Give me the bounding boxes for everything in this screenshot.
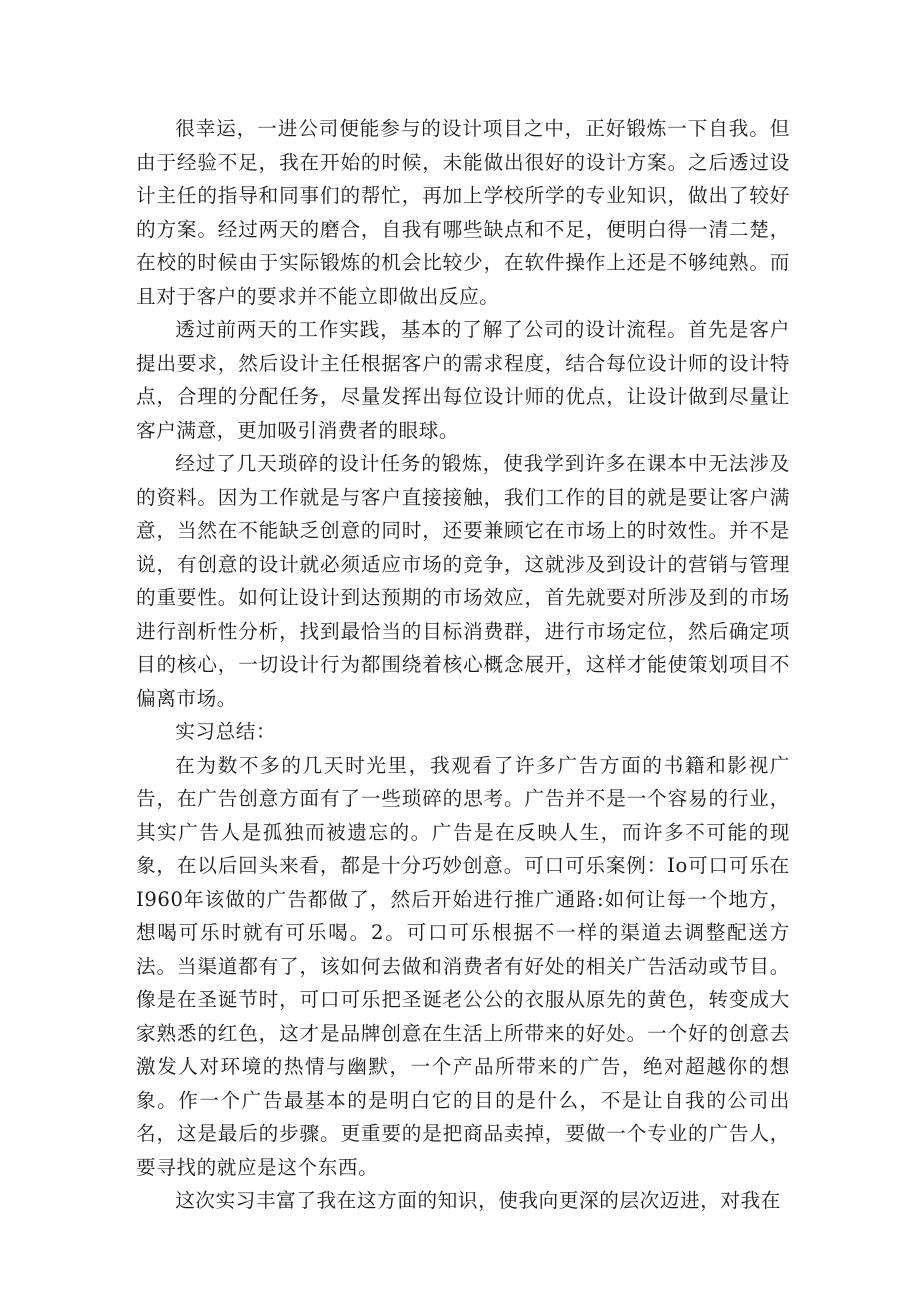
document-body bbox=[136, 112, 790, 1218]
paragraph-1: 很幸运，一进公司便能参与的设计项目之中，正好锻炼一下自我。但由于经验不足，我在开始的时候，未能做出很好的设计方案。之后透过设计主任的指导和同事们的帮忙，再加上学校所学的专业知识，做出了较好的方案。经过两天的磨合，自我有哪些缺点和不足，便明白得一清二楚，在校的时候由于实际锻炼的机会比较少，在软件操作上还是不够纯熟。而且对于客户的要求并不能立即做出反应。 bbox=[136, 117, 790, 308]
paragraph-2: 透过前两天的工作实践，基本的了解了公司的设计流程。首先是客户提出要求，然后设计主任根据客户的需求程度，结合每位设计师的设计特点，合理的分配任务，尽量发挥出每位设计师的优点，让设计做到尽量让客户满意，更加吸引消费者的眼球。 bbox=[136, 318, 790, 442]
paragraph-3: 经过了几天琐碎的设计任务的锻炼，使我学到许多在课本中无法涉及的资料。因为工作就是与客户直接接触，我们工作的目的就是要让客户满意，当然在不能缺乏创意的同时，还要兼顾它在市场上的时效性。并不是说，有创意的设计就必须适应市场的竞争，这就涉及到设计的营销与管理的重要性。如何让设计到达预期的市场效应，首先就要对所涉及到的市场进行剖析性分析，找到最恰当的目标消费群，进行市场定位，然后确定项目的核心，一切设计行为都围绕着核心概念展开，这样才能使策划项目不偏离市场。 bbox=[136, 452, 790, 710]
summary-heading: 实习总结： bbox=[175, 720, 277, 743]
summary-paragraph-1: 在为数不多的几天时光里，我观看了许多广告方面的书籍和影视广告，在广告创意方面有了一些琐碎的思考。广告并不是一个容易的行业，其实广告人是孤独而被遗忘的。广告是在反映人生，而许多不可能的现象，在以后回头来看，都是十分巧妙创意。可口可乐案例：Io可口可乐在I960年该做的广告都做了，然后开始进行推广通路:如何让每一个地方，想喝可乐时就有可乐喝。2。可口可乐根据不一样的渠道去调整配送方法。当渠道都有了，该如何去做和消费者有好处的相关广告活动或节目。像是在圣诞节时，可口可乐把圣诞老公公的衣服从原先的黄色，转变成大家熟悉的红色，这才是品牌创意在生活上所带来的好处。一个好的创意去激发人对环境的热情与幽默，一个产品所带来的广告，绝对超越你的想象。作一个广告最基本的是明白它的目的是什么，不是让自我的公司出名，这是最后的步骤。更重要的是把商品卖掉，要做一个专业的广告人，要寻找的就应是这个东西。 bbox=[136, 753, 790, 1179]
summary-paragraph-2: 这次实习丰富了我在这方面的知识，使我向更深的层次迈进，对我在 bbox=[175, 1189, 781, 1212]
